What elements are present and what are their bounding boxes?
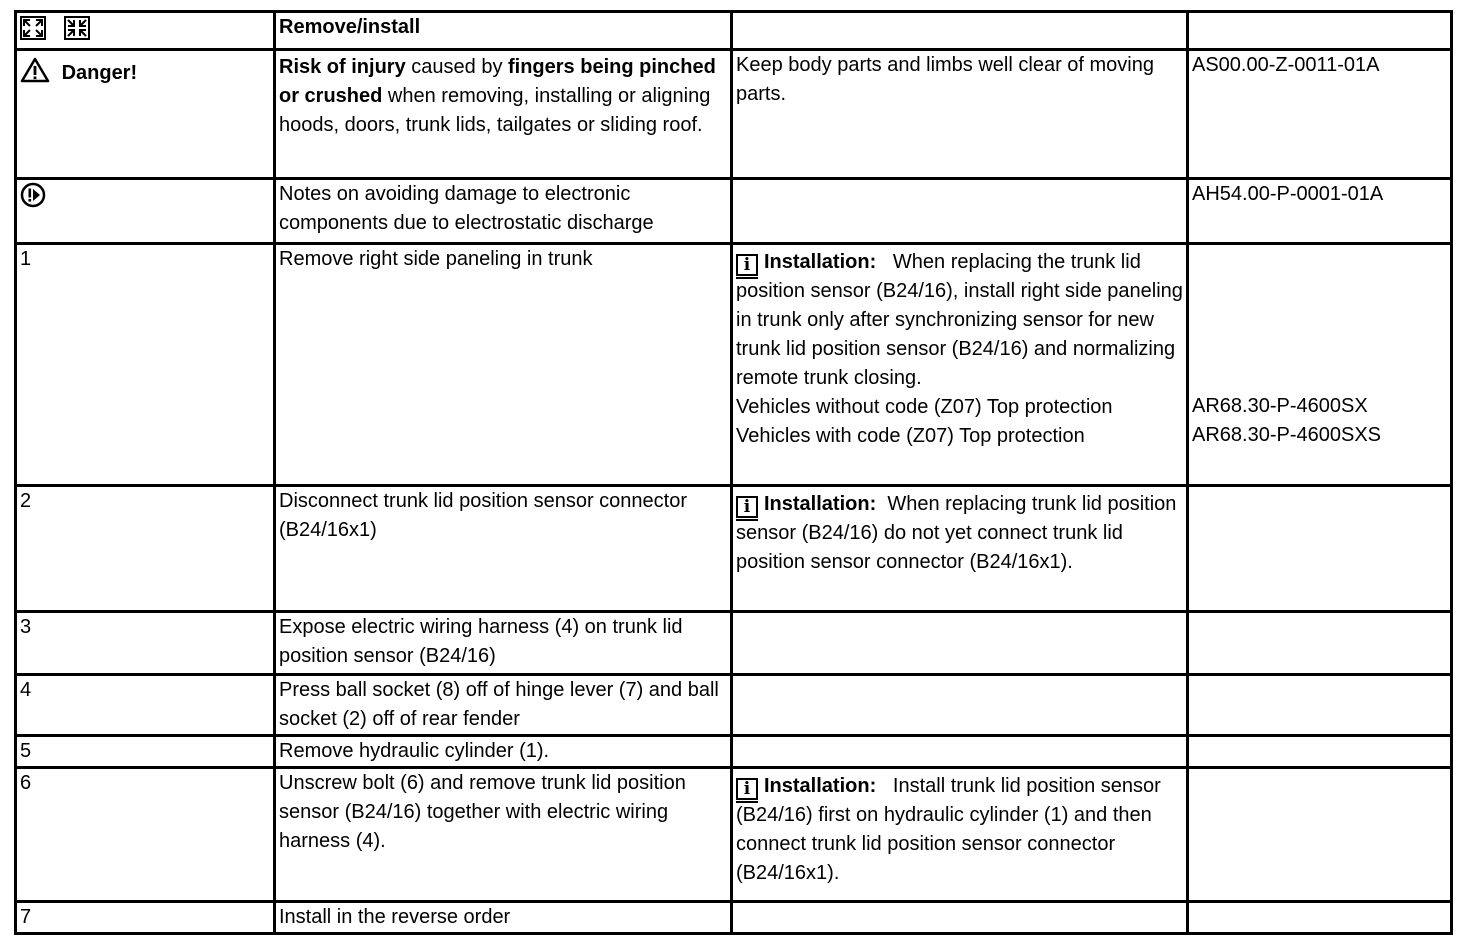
step-number: 1 [20,248,32,270]
step-text-cell [275,902,732,934]
ref-spacer [1192,245,1447,392]
risk-cause-text: fingers being pinched or crushed [279,56,716,107]
step-number-cell [16,768,275,902]
procedure-table [14,10,1453,935]
risk-context-text: when removing, installing or aligning hoods, doors, trunk lids, tailgates or sliding roof. [279,85,711,136]
step-row-4 [16,675,1452,736]
danger-description-cell [275,50,732,179]
step-text-cell [275,768,732,902]
step-number-cell [16,736,275,768]
info-icon: i [736,778,758,800]
step-number-cell [16,486,275,612]
step-note-text: When replacing trunk lid position sensor (B24/16) do not yet connect trunk lid position sensor connector (B24/16x1). [736,493,1177,573]
step-text-cell [275,612,732,675]
step-ref-cell [1188,902,1452,934]
risk-of-injury-text: Risk of injury [279,56,406,78]
step-ref-cell [1188,486,1452,612]
header-title-cell [275,12,732,50]
step-note-cell [732,768,1188,902]
step-number: 4 [20,679,32,701]
header-row [16,12,1452,50]
step-text-cell [275,736,732,768]
info-icon: i [736,496,758,518]
step-note-cell [732,486,1188,612]
esd-notice-icon [20,182,46,208]
step-text-cell [275,486,732,612]
step-number: 7 [20,906,32,928]
step-row-6 [16,768,1452,902]
danger-label-cell [16,50,275,179]
step-note-cell [732,902,1188,934]
step-number: 5 [20,740,32,762]
step-text: Remove right side paneling in trunk [279,248,593,270]
step-note-text: When replacing the trunk lid position sensor (B24/16), install right side paneling in trunk only after synchronizing sensor for new trunk lid position sensor (B24/16) and normalizing remote trunk closing. [736,251,1183,389]
step-number-cell [16,244,275,486]
danger-action-cell [732,50,1188,179]
header-empty-cell-3 [732,12,1188,50]
step-note-vehicles-without: Vehicles without code (Z07) Top protection [736,396,1113,418]
collapse-icon[interactable] [64,16,90,40]
esd-ref-link[interactable]: AH54.00-P-0001-01A [1192,183,1384,205]
header-icons-cell [16,12,275,50]
step-text-cell [275,244,732,486]
warning-triangle-icon [20,57,50,83]
step-ref-cell [1188,768,1452,902]
step-ref-link-1[interactable]: AR68.30-P-4600SX [1192,395,1368,417]
step-text: Disconnect trunk lid position sensor connector (B24/16x1) [279,490,687,541]
step-ref-cell [1188,675,1452,736]
step-note-cell [732,736,1188,768]
step-number-cell [16,675,275,736]
esd-text-cell [275,179,732,244]
danger-ref-cell [1188,50,1452,179]
step-row-7 [16,902,1452,934]
step-ref-link-2[interactable]: AR68.30-P-4600SXS [1192,424,1382,446]
step-ref-cell [1188,244,1452,486]
esd-empty-cell [732,179,1188,244]
step-number: 6 [20,772,32,794]
installation-label: Installation: [764,775,877,797]
step-row-3 [16,612,1452,675]
step-note-cell [732,612,1188,675]
step-ref-cell [1188,736,1452,768]
danger-action-text: Keep body parts and limbs well clear of moving parts. [736,54,1154,105]
installation-label: Installation: [764,251,877,273]
step-note-vehicles-with: Vehicles with code (Z07) Top protection [736,425,1085,447]
step-text: Remove hydraulic cylinder (1). [279,740,550,762]
step-text-cell [275,675,732,736]
esd-icon-cell [16,179,275,244]
installation-label: Installation: [764,493,877,515]
expand-icon[interactable] [20,16,46,40]
esd-text: Notes on avoiding damage to electronic components due to electrostatic discharge [279,183,654,234]
danger-label: Danger! [61,62,138,84]
step-text: Install in the reverse order [279,906,511,928]
esd-ref-cell [1188,179,1452,244]
danger-ref-link[interactable]: AS00.00-Z-0011-01A [1192,54,1380,76]
step-note-cell [732,244,1188,486]
danger-row [16,50,1452,179]
risk-connector-text: caused by [411,56,503,78]
step-row-1 [16,244,1452,486]
info-icon: i [736,254,758,276]
step-number: 2 [20,490,32,512]
step-text: Expose electric wiring harness (4) on trunk lid position sensor (B24/16) [279,616,683,667]
step-note-text: Install trunk lid position sensor (B24/16) first on hydraulic cylinder (1) and then connect trunk lid position sensor connector (B24/16x1). [736,775,1161,884]
step-ref-cell [1188,612,1452,675]
step-row-5 [16,736,1452,768]
step-number-cell [16,612,275,675]
step-number: 3 [20,616,32,638]
step-row-2 [16,486,1452,612]
step-number-cell [16,902,275,934]
step-text: Press ball socket (8) off of hinge lever (7) and ball socket (2) off of rear fender [279,679,719,730]
esd-row [16,179,1452,244]
header-empty-cell-4 [1188,12,1452,50]
page-title: Remove/install [279,16,421,38]
step-note-cell [732,675,1188,736]
step-text: Unscrew bolt (6) and remove trunk lid position sensor (B24/16) together with electric wiring harness (4). [279,772,686,852]
